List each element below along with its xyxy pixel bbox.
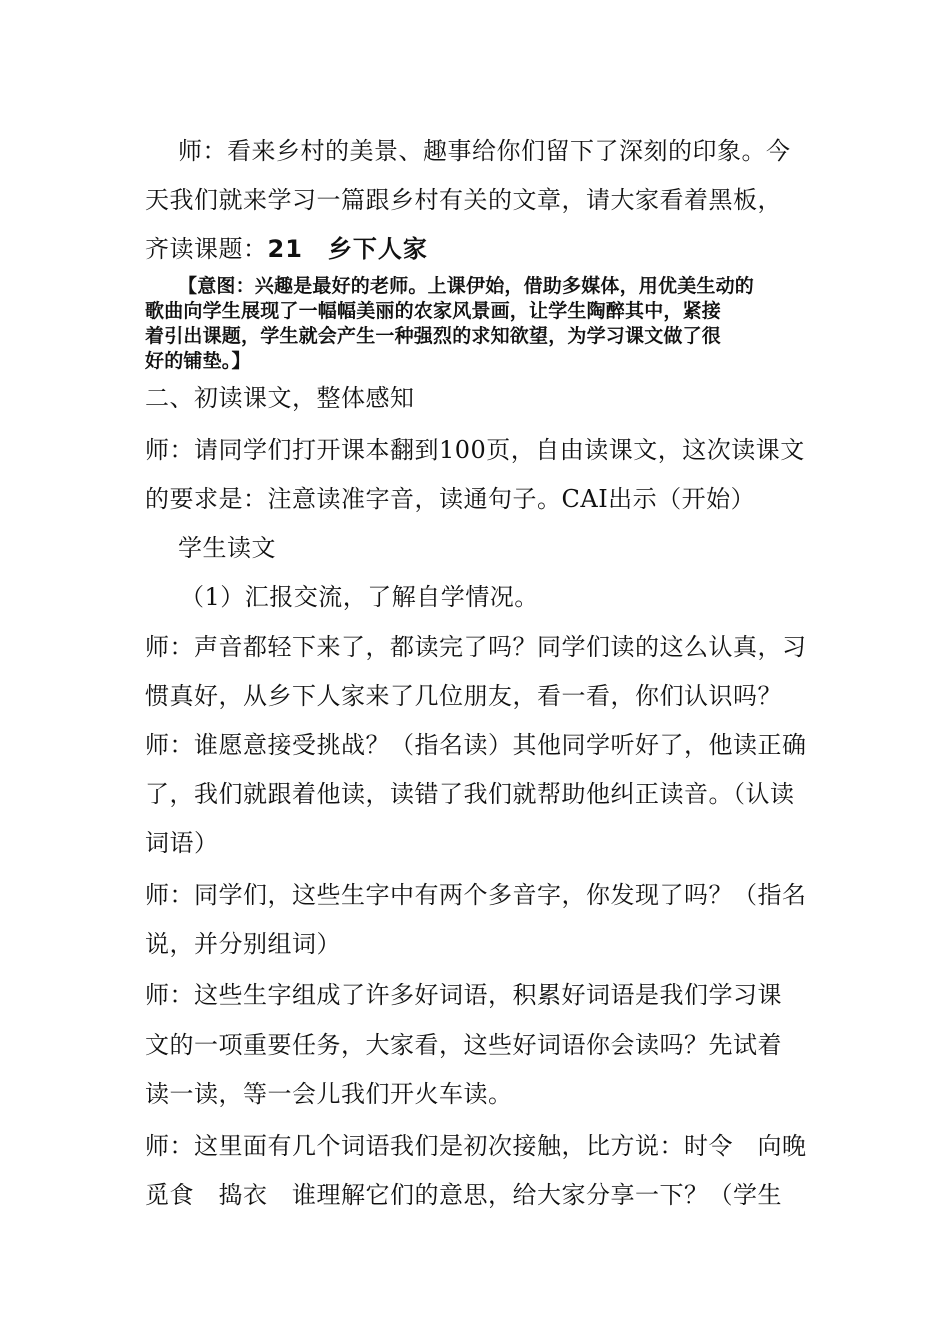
paragraph-line: 的要求是：注意读准字音，读通句子。CAI出示（开始） (145, 485, 756, 513)
paragraph-line: 师：谁愿意接受挑战？（指名读）其他同学听好了，他读正确 (145, 731, 807, 759)
paragraph-line: 觅食 捣衣 谁理解它们的意思，给大家分享一下？（学生 (145, 1181, 782, 1209)
paragraph-line: 师：声音都轻下来了，都读完了吗？同学们读的这么认真，习 (145, 633, 807, 661)
paragraph-line: 天我们就来学习一篇跟乡村有关的文章，请大家看着黑板， (145, 186, 782, 214)
paragraph-line: 师：这些生字组成了许多好词语，积累好词语是我们学习课 (145, 981, 782, 1009)
paragraph-line: 了，我们就跟着他读，读错了我们就帮助他纠正读音。（认读 (145, 780, 795, 808)
intent-note-line: 好的铺垫。】 (145, 350, 251, 372)
intent-note-line: 歌曲向学生展现了一幅幅美丽的农家风景画，让学生陶醉其中，紧接 (145, 300, 722, 322)
paragraph-line: 读一读，等一会儿我们开火车读。 (145, 1080, 513, 1108)
lesson-title-line (145, 234, 810, 264)
paragraph-line: 惯真好，从乡下人家来了几位朋友，看一看，你们认识吗？ (145, 682, 782, 710)
intent-note-line: 【意图：兴趣是最好的老师。上课伊始，借助多媒体，用优美生动的 (178, 275, 755, 297)
paragraph-line: 师：看来乡村的美景、趣事给你们留下了深刻的印象。今 (178, 137, 791, 165)
paragraph-line: 师：这里面有几个词语我们是初次接触，比方说：时令 向晚 (145, 1132, 807, 1160)
paragraph-line: （1）汇报交流，了解自学情况。 (180, 583, 539, 611)
paragraph-line: 文的一项重要任务，大家看，这些好词语你会读吗？先试着 (145, 1031, 782, 1059)
paragraph-line: 说，并分别组词） (145, 930, 341, 958)
paragraph-line: 师：请同学们打开课本翻到100页，自由读课文，这次读课文 (145, 436, 805, 464)
intent-note-line: 着引出课题，学生就会产生一种强烈的求知欲望，为学习课文做了很 (145, 325, 722, 347)
paragraph-line: 学生读文 (178, 534, 276, 562)
paragraph-line: 词语） (145, 829, 219, 857)
lesson-title-prefix: 齐读课题： (145, 235, 268, 263)
paragraph-line: 师：同学们，这些生字中有两个多音字，你发现了吗？（指名 (145, 881, 807, 909)
section-heading: 二、初读课文，整体感知 (145, 384, 415, 412)
lesson-title: 21 乡下人家 (267, 235, 428, 263)
